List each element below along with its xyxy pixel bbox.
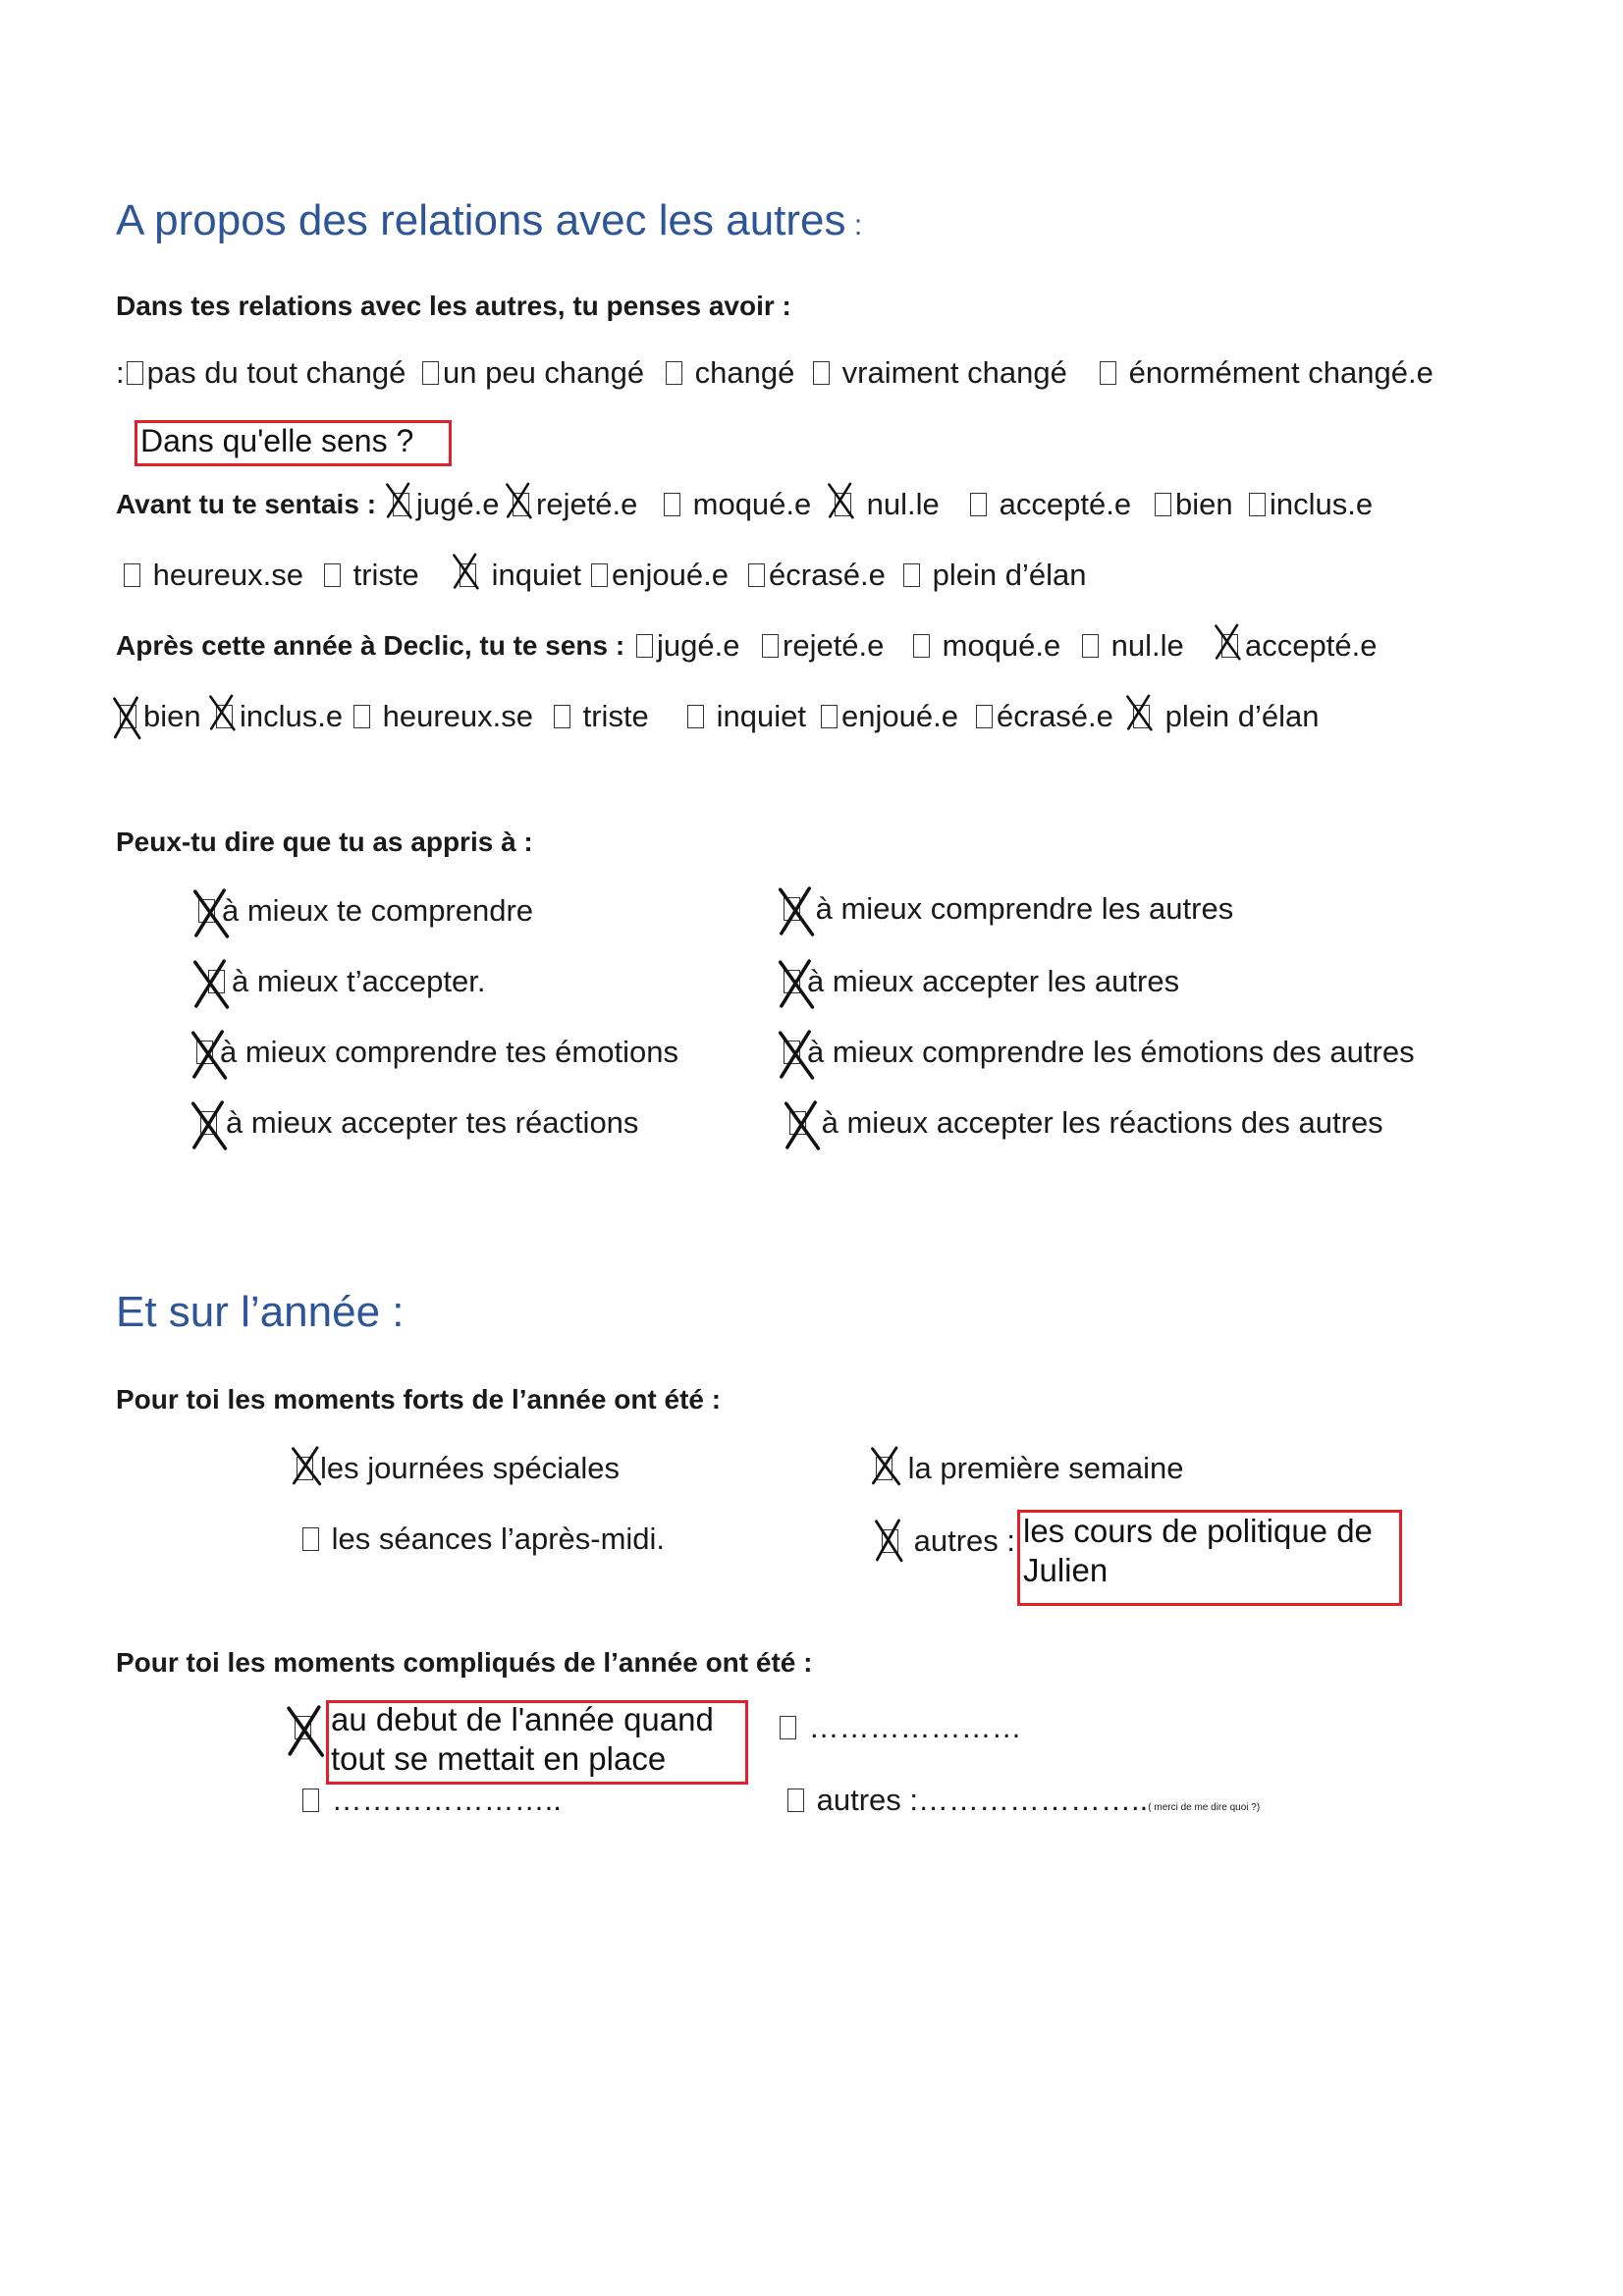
checkbox[interactable] [821, 705, 838, 728]
list-item: à mieux accepter les autres [780, 964, 1179, 999]
q6-note: ( merci de me dire quoi ?) [1148, 1802, 1261, 1813]
checked-box[interactable] [780, 966, 805, 995]
checkbox[interactable] [903, 563, 920, 587]
checkbox[interactable] [1249, 493, 1266, 516]
list-item: à mieux te comprendre [194, 893, 533, 929]
list-item: à mieux accepter tes réactions [192, 1105, 638, 1141]
section2-title: Et sur l’année : [116, 1288, 405, 1336]
checked-box[interactable] [116, 701, 141, 730]
q6-check[interactable] [285, 1706, 326, 1756]
list-item: la première semaine [872, 1451, 1183, 1486]
checkbox[interactable] [687, 705, 704, 728]
checkbox[interactable] [353, 705, 370, 728]
list-item: autres :…………………..( merci de me dire quoi ?) [785, 1783, 1260, 1818]
checkbox[interactable] [813, 361, 830, 385]
checkbox[interactable] [1100, 361, 1116, 385]
checked-box[interactable] [831, 489, 856, 518]
q5-other-answer: les cours de politique de Julien [1023, 1513, 1373, 1588]
q3-prompt: Après cette année à Declic, tu te sens : [116, 630, 625, 661]
list-item: à mieux comprendre tes émotions [192, 1035, 678, 1070]
checkbox[interactable] [787, 1789, 804, 1812]
checked-box[interactable] [194, 966, 220, 995]
q6-prompt: Pour toi les moments compliqués de l’année ont été : [116, 1647, 813, 1678]
checkbox[interactable] [762, 634, 779, 658]
q5-prompt: Pour toi les moments forts de l’année ont été : [116, 1384, 722, 1415]
checkbox[interactable] [324, 563, 341, 587]
checkbox[interactable] [124, 563, 140, 587]
checked-box[interactable] [212, 701, 238, 730]
list-item: ………………… [778, 1710, 1022, 1745]
checkbox[interactable] [1082, 634, 1099, 658]
list-item: à mieux t’accepter. [194, 964, 485, 999]
list-item: ………………….. [300, 1783, 562, 1818]
list-item: les séances l’après-midi. [300, 1522, 665, 1557]
checkbox[interactable] [127, 361, 143, 385]
checkbox[interactable] [591, 563, 608, 587]
checked-box[interactable] [192, 1107, 218, 1137]
checked-box[interactable] [293, 1453, 318, 1482]
q1-prompt: Dans tes relations avec les autres, tu penses avoir : [116, 291, 791, 321]
checked-box[interactable] [456, 560, 481, 589]
checked-box[interactable] [785, 1107, 811, 1137]
q2-prompt: Avant tu te sentais : [116, 489, 377, 519]
list-item: à mieux comprendre les émotions des autres [780, 1035, 1415, 1070]
list-item: les journées spéciales [293, 1451, 620, 1486]
q4-prompt: Peux-tu dire que tu as appris à : [116, 827, 533, 857]
q6-answer: au debut de l'année quand tout se mettait en place [331, 1701, 714, 1777]
checked-box[interactable] [1129, 701, 1155, 730]
checked-box[interactable] [192, 1037, 218, 1066]
checkbox[interactable] [422, 361, 439, 385]
checkbox[interactable] [666, 361, 682, 385]
checked-box[interactable] [872, 1453, 897, 1482]
checkbox[interactable] [780, 1716, 796, 1739]
list-item: à mieux comprendre les autres [780, 891, 1233, 927]
list-item: autres : [878, 1523, 1015, 1559]
checkbox[interactable] [554, 705, 570, 728]
checkbox[interactable] [302, 1789, 319, 1812]
list-item: à mieux accepter les réactions des autres [785, 1105, 1383, 1141]
checkbox[interactable] [1155, 493, 1171, 516]
checkbox[interactable] [970, 493, 987, 516]
checked-box[interactable] [194, 895, 220, 925]
checked-box[interactable] [780, 893, 805, 923]
checked-box[interactable] [1217, 630, 1243, 660]
checkbox[interactable] [748, 563, 765, 587]
checkbox[interactable] [664, 493, 680, 516]
checked-box[interactable] [878, 1525, 903, 1555]
checked-box[interactable] [389, 489, 414, 518]
checked-box[interactable] [780, 1037, 805, 1066]
section1-title: A propos des relations avec les autres : [116, 196, 863, 244]
checked-box[interactable] [509, 489, 534, 518]
checkbox[interactable] [913, 634, 930, 658]
checkbox[interactable] [302, 1527, 319, 1551]
checkbox[interactable] [636, 634, 653, 658]
q1-options: : pas du tout changé [116, 355, 406, 390]
checkbox[interactable] [976, 705, 993, 728]
q1-answer: Dans qu'elle sens ? [140, 423, 414, 458]
